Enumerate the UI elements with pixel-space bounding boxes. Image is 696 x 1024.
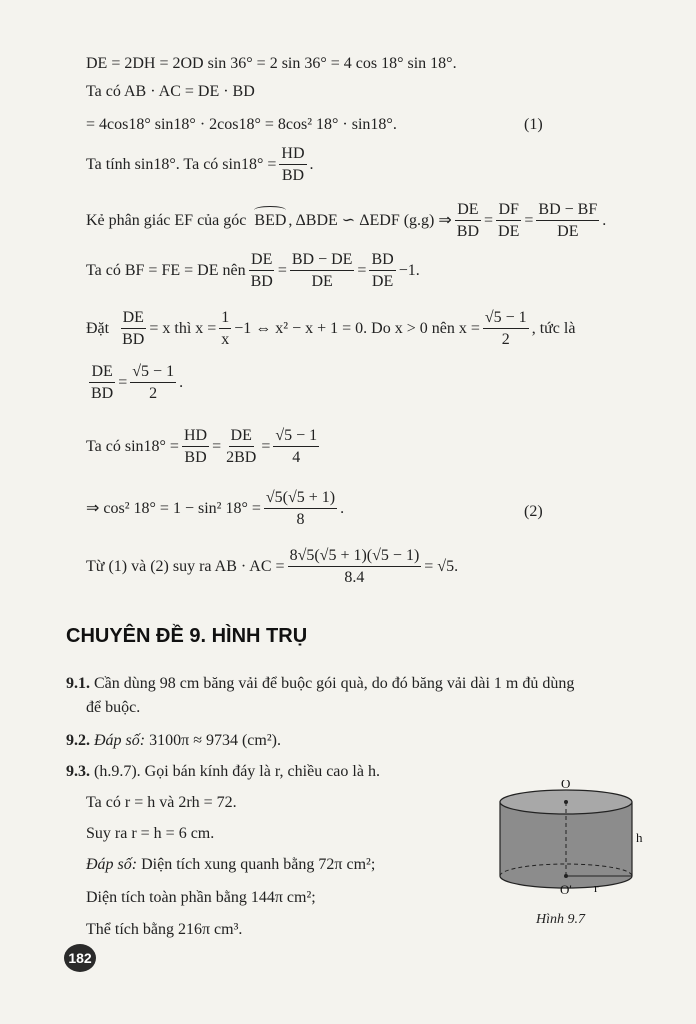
fraction-de-2bd: $\frac{DE}{2BD}$: [226, 427, 257, 466]
problem-9-2: 9.2. Đáp số: 3100π ≈ 9734 (cm²).: [66, 732, 281, 749]
fraction-df-de: $\frac{DF}{DE}$: [498, 201, 520, 240]
fraction-bd-de: $\frac{BD}{DE}$: [371, 251, 394, 290]
problem-9-3-line-5: Diện tích toàn phần bằng 144π cm²;: [86, 889, 316, 906]
eq-line-11: Từ (1) và (2) suy ra AB · AC = $\frac{8√5(√5 + 1)(√5 - 1)}{8.4}$ = √5.: [86, 547, 459, 586]
fraction-root-half: $\frac{√5 - 1}{2}$: [484, 309, 527, 348]
eq-line-5: Kẻ phân giác EF của góc BED , ΔBDE ∽ ΔEDF (g.g) ⇒ $\frac{DE}{BD}$ = $\frac{DF}{DE}$ = $\frac{BD - BF}{DE}$ .: [86, 201, 607, 240]
fraction-de-bd-3: $\frac{DE}{BD}$: [122, 309, 145, 348]
fraction-final: $\frac{8√5(√5 + 1)(√5 - 1)}{8.4}$: [289, 547, 420, 586]
figure-caption: Hình 9.7: [536, 912, 585, 927]
fraction-hd-bd-2: $\frac{HD}{BD}$: [183, 427, 208, 466]
problem-9-3-line-3: Suy ra r = h = 6 cm.: [86, 825, 215, 842]
label-o-prime: O': [560, 882, 572, 897]
page-number: 182: [64, 944, 96, 972]
fraction-bdde-de: $\frac{BD - DE}{DE}$: [291, 251, 353, 290]
eq-line-4: Ta tính sin18°. Ta có sin18° = $\frac{HD}{BD}$ .: [86, 145, 314, 184]
problem-9-3-line-4: Đáp số: Diện tích xung quanh bằng 72π cm²;: [86, 856, 376, 873]
eq-line-10: ⇒ cos² 18° = 1 − sin² 18° = $\frac{√5(√5 + 1)}{8}$ .: [86, 489, 345, 528]
angle-bed: BED: [254, 213, 286, 229]
label-r: r: [594, 880, 599, 895]
fraction-cos: $\frac{√5(√5 + 1)}{8}$: [265, 489, 336, 528]
eq-line-3: = 4cos18° sin18° · 2cos18° = 8cos² 18° · sin18°.: [86, 116, 397, 133]
fraction-bdbf-de: $\frac{BD - BF}{DE}$: [538, 201, 598, 240]
fraction-root-quarter: $\frac{√5 - 1}{4}$: [275, 427, 318, 466]
fraction-hd-bd: $\frac{HD}{BD}$: [281, 145, 305, 184]
problem-9-3: 9.3. (h.9.7). Gọi bán kính đáy là r, chiều cao là h.: [66, 763, 380, 780]
eq-line-1: DE = 2DH = 2OD sin 36° = 2 sin 36° = 4 cos 18° sin 18°.: [86, 55, 457, 72]
fraction-de-bd: $\frac{DE}{BD}$: [456, 201, 480, 240]
eq-line-8: $\frac{DE}{BD}$ = $\frac{√5 - 1}{2}$ .: [91, 363, 184, 402]
fraction-de-bd-4: $\frac{DE}{BD}$: [91, 363, 114, 402]
eq-line-2: Ta có AB · AC = DE · BD: [86, 83, 255, 100]
problem-9-1-cont: để buộc.: [86, 699, 141, 716]
cylinder-figure: [494, 780, 644, 900]
eq-line-7: Đặt $\frac{DE}{BD}$ = x thì x = $\frac{1}{x}$ −1 ⇔ x² − x + 1 = 0. Do x > 0 nên x = $\frac{√5 - 1}{2}$ , tức là: [86, 309, 576, 348]
eq-tag-2: (2): [524, 503, 543, 520]
problem-9-3-line-2: Ta có r = h và 2rh = 72.: [86, 794, 237, 811]
problem-9-3-line-6: Thể tích bằng 216π cm³.: [86, 921, 243, 938]
fraction-de-bd-2: $\frac{DE}{BD}$: [250, 251, 273, 290]
fraction-one-x: $\frac{1}{x}$: [221, 309, 230, 348]
eq-line-9: Ta có sin18° = $\frac{HD}{BD}$ = $\frac{DE}{2BD}$ = $\frac{√5 - 1}{4}$: [86, 427, 318, 466]
label-o: O: [561, 780, 571, 791]
eq-tag-1: (1): [524, 116, 543, 133]
fraction-root-half-2: $\frac{√5 - 1}{2}$: [132, 363, 175, 402]
problem-9-1: 9.1. Cần dùng 98 cm băng vải để buộc gói quà, do đó băng vải dài 1 m đủ dùng: [66, 675, 575, 692]
eq-line-6: Ta có BF = FE = DE nên $\frac{DE}{BD}$ = $\frac{BD - DE}{DE}$ = $\frac{BD}{DE}$ −1.: [86, 251, 420, 290]
chapter-title: CHUYÊN ĐỀ 9. HÌNH TRỤ: [66, 625, 308, 647]
label-h: h: [636, 830, 643, 845]
